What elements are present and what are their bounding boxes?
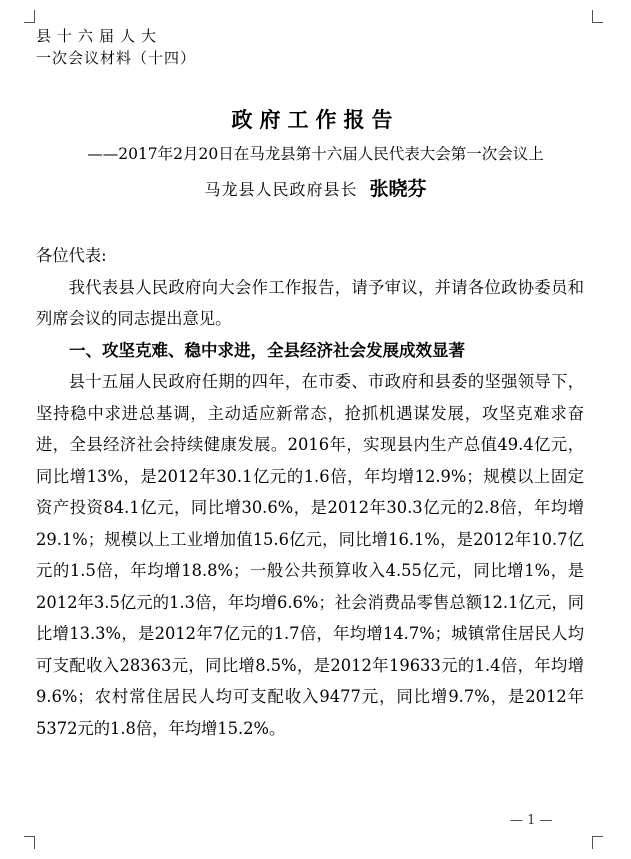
crop-mark-top-left xyxy=(24,10,35,23)
document-subtitle: ——2017年2月20日在马龙县第十六届人民代表大会第一次会议上 xyxy=(87,145,544,163)
crop-mark-top-right xyxy=(592,10,603,23)
section-heading: 一、攻坚克难、稳中求进，全县经济社会发展成效显著 xyxy=(69,340,465,360)
document-title: 政府工作报告 xyxy=(231,107,400,132)
intro-paragraph: 我代表县人民政府向大会作工作报告，请予审议，并请各位政协委员和列席会议的同志提出意见。 xyxy=(36,277,584,328)
body-paragraph: 县十五届人民政府任期的四年，在市委、市政府和县委的坚强领导下，坚持稳中求进总基调，主动适应新常态，抢抓机遇谋发展，攻坚克难求奋进，全县经济社会持续健康发展。2016年，实现县内生产总值49.4亿元，同比增13%，是2012年30.1亿元的1.6倍，年均增12.9%；规模以上固定资产投资84.1亿元，同比增30.6%，是2012年30.3亿元的2.8倍，年均增29.1%；规模以上工业增加值15.6亿元，同比增16.1%，是2012年10.7亿元的1.5倍，年均增18.8%；一般公共预算收入4.55亿元，同比增1%，是2012年3.5亿元的1.3倍，年均增6.6%；社会消费品零售总额12.1亿元，同比增13.3%，是2012年7亿元的1.7倍，年均增14.7%；城镇常住居民人均可支配收入28363元，同比增8.5%，是2012年19633元的1.4倍，年均增9.6%；农村常住居民人均可支配收入9477元，同比增9.7%，是2012年5372元的1.8倍，年均增15.2%。 xyxy=(36,372,584,738)
crop-mark-bottom-right xyxy=(592,836,603,849)
byline-role: 马龙县人民政府县长 xyxy=(204,180,358,199)
header-session: 县十六届人大 xyxy=(36,27,163,45)
header-material-number: 一次会议材料（十四） xyxy=(36,49,197,67)
document-byline xyxy=(0,174,631,201)
document-body xyxy=(36,240,584,744)
page-number: — 1 — xyxy=(510,813,553,828)
greeting: 各位代表: xyxy=(36,246,107,265)
crop-mark-bottom-left xyxy=(24,836,35,849)
byline-name: 张晓芬 xyxy=(369,178,427,200)
